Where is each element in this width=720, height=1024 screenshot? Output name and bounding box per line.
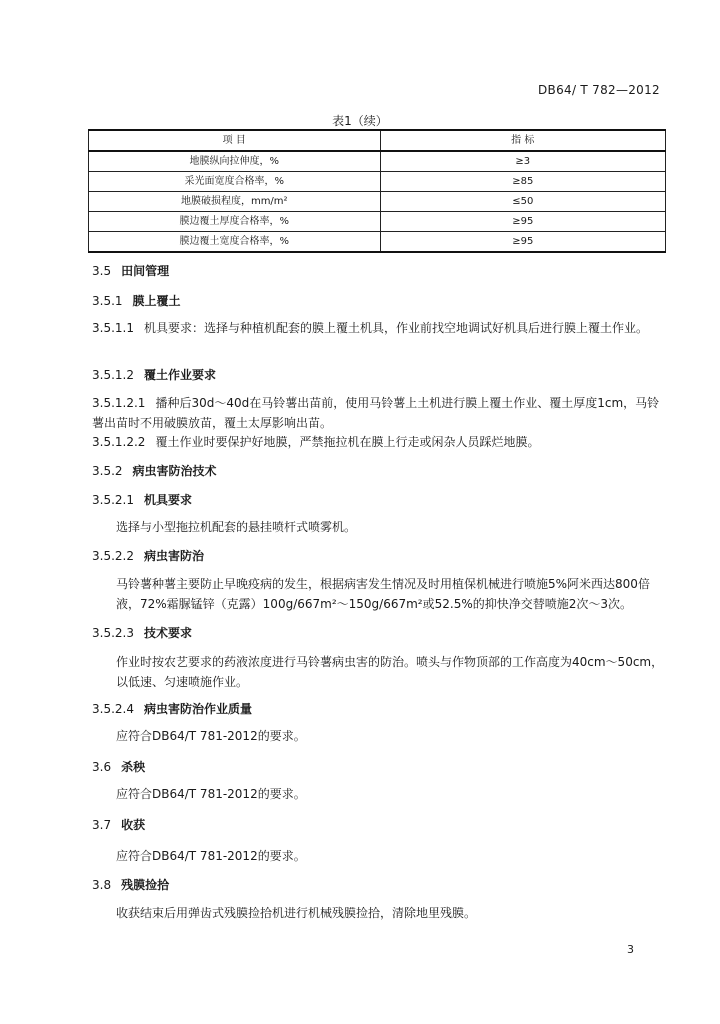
document-code: DB64/ T 782—2012 (538, 83, 660, 97)
table-cell-item: 膜边覆土宽度合格率，% (89, 232, 381, 253)
section-heading-3-7 (92, 816, 145, 833)
section-number: 3.5.2.2 (92, 549, 134, 563)
section-title: 覆土作业要求 (143, 368, 216, 382)
clause-number: 3.5.1.2.2 (92, 435, 146, 449)
section-number: 3.5 (92, 264, 112, 278)
section-heading-3-5-2-3 (92, 624, 192, 641)
section-heading-3-5-2-4 (92, 700, 252, 717)
section-title: 杀秧 (121, 760, 146, 774)
paragraph-3-8: 收获结束后用弹齿式残膜捡拾机进行机械残膜捡拾，清除地里残膜。 (116, 906, 477, 920)
clause-3-5-1-2-1 (92, 393, 668, 433)
table-row (89, 232, 666, 253)
paragraph-3-5-2-3: 作业时按农艺要求的药液浓度进行马铃薯病虫害的防治。喷头与作物顶部的工作高度为40cm～50cm，以低速、匀速喷施作业。 (116, 655, 664, 689)
section-heading-3-8 (92, 876, 169, 893)
section-title: 病虫害防治 (143, 549, 204, 563)
clause-3-5-1-2-2 (92, 432, 668, 452)
table-cell-item: 采光面宽度合格率，% (89, 172, 381, 192)
section-number: 3.5.1 (92, 294, 123, 308)
page-number: 3 (627, 943, 634, 956)
section-title: 病虫害防治技术 (132, 464, 217, 478)
table-cell-value: ≥95 (380, 232, 665, 253)
section-number: 3.6 (92, 760, 112, 774)
paragraph-3-6: 应符合DB64/T 781-2012的要求。 (116, 787, 306, 801)
section-number: 3.7 (92, 818, 112, 832)
table-header-row (89, 130, 666, 151)
section-heading-3-5-2-2 (92, 547, 204, 564)
section-heading-3-5 (92, 262, 169, 279)
section-title: 膜上覆土 (132, 294, 181, 308)
table-cell-value: ≥85 (380, 172, 665, 192)
paragraph-3-5-2-2: 马铃薯种薯主要防止早晚疫病的发生，根据病害发生情况及时用植保机械进行喷施5%阿米西达800倍液，72%霜脲锰锌（克露）100g/667m²～150g/667m²或52.5%的抑快净交替喷施2次～3次。 (116, 577, 650, 611)
table-row (89, 212, 666, 232)
section-heading-3-6 (92, 758, 145, 775)
section-title: 残膜捡拾 (121, 878, 170, 892)
paragraph-3-5-2-4: 应符合DB64/T 781-2012的要求。 (116, 729, 306, 743)
table-cell-value: ≥3 (380, 151, 665, 172)
clause-number: 3.5.1.1 (92, 321, 134, 335)
clause-text: 机具要求：选择与种植机配套的膜上覆土机具，作业前找空地调试好机具后进行膜上覆土作业。 (143, 321, 648, 335)
spec-table (88, 129, 666, 253)
paragraph-3-5-2-1: 选择与小型拖拉机配套的悬挂喷杆式喷雾机。 (116, 520, 357, 534)
clause-text: 覆土作业时要保护好地膜，严禁拖拉机在膜上行走或闲杂人员踩烂地膜。 (155, 435, 540, 449)
section-heading-3-5-2-1 (92, 491, 192, 508)
table-row (89, 172, 666, 192)
column-header-item: 项 目 (89, 130, 381, 151)
section-title: 病虫害防治作业质量 (143, 702, 252, 716)
table-cell-value: ≤50 (380, 192, 665, 212)
table-cell-item: 膜边覆土厚度合格率，% (89, 212, 381, 232)
table-cell-value: ≥95 (380, 212, 665, 232)
table-cell-item: 地膜破损程度，mm/m² (89, 192, 381, 212)
table-row (89, 192, 666, 212)
paragraph-3-7: 应符合DB64/T 781-2012的要求。 (116, 849, 306, 863)
section-number: 3.5.2.3 (92, 626, 134, 640)
column-header-indicator: 指 标 (380, 130, 665, 151)
clause-text: 播种后30d～40d在马铃薯出苗前，使用马铃薯上土机进行膜上覆土作业、覆土厚度1cm，马铃薯出苗时不用破膜放苗，覆土太厚影响出苗。 (92, 396, 660, 430)
section-number: 3.8 (92, 878, 112, 892)
section-title: 机具要求 (143, 493, 192, 507)
section-number: 3.5.1.2 (92, 368, 134, 382)
section-title: 收获 (121, 818, 146, 832)
section-heading-3-5-2 (92, 462, 217, 479)
table-row (89, 151, 666, 172)
table-cell-item: 地膜纵向拉伸度，% (89, 151, 381, 172)
clause-3-5-1-1 (92, 318, 668, 338)
section-number: 3.5.2 (92, 464, 123, 478)
section-number: 3.5.2.1 (92, 493, 134, 507)
section-title: 技术要求 (143, 626, 192, 640)
clause-number: 3.5.1.2.1 (92, 396, 146, 410)
table-caption: 表1（续） (332, 114, 388, 128)
section-title: 田间管理 (121, 264, 170, 278)
section-number: 3.5.2.4 (92, 702, 134, 716)
section-heading-3-5-1 (92, 292, 181, 309)
section-heading-3-5-1-2 (92, 366, 216, 383)
